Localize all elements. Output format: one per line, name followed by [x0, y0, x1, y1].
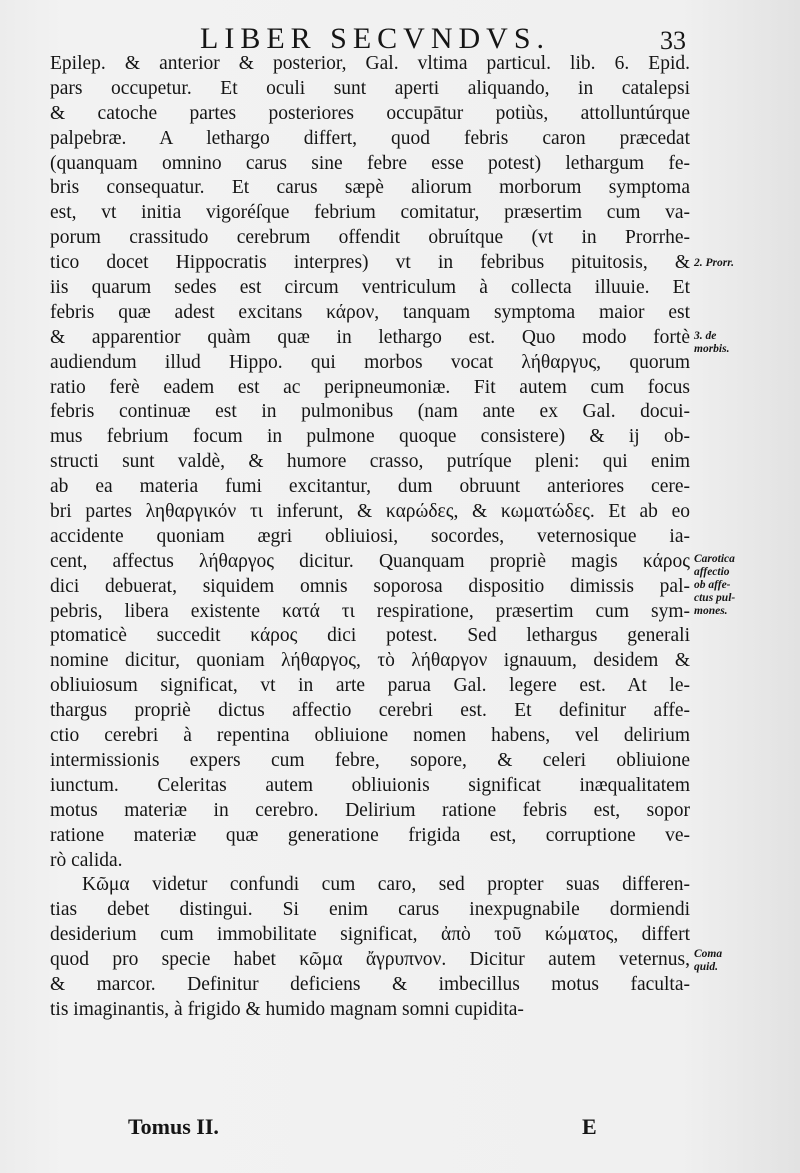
- margin-note-line: mones.: [694, 605, 728, 617]
- text-line: mus febrium focum in pulmone quoque consistere) & ij ob-: [50, 426, 690, 448]
- margin-note-line: Coma: [694, 948, 723, 960]
- margin-note-line: quid.: [694, 961, 718, 973]
- margin-note-line: affectio: [694, 566, 730, 578]
- text-line: pars occupetur. Et oculi sunt aperti aliquando, in catalepsi: [50, 77, 690, 99]
- text-line: thargus propriè dictus affectio cerebri est. Et definitur affe-: [50, 700, 690, 722]
- text-line: ptomaticè succedit κάρος dici potest. Sed lethargus generali: [50, 625, 690, 647]
- text-line: porum crassitudo cerebrum offendit obruítque (vt in Prorrhe-: [50, 227, 690, 249]
- margin-note-coma-quid: [694, 948, 722, 974]
- margin-note-line: 2. Prorr.: [694, 257, 734, 269]
- text-line: febris quæ adest excitans κάρον, tanquam symptoma maior est: [50, 301, 690, 323]
- text-line: cent, affectus λήθαργος dicitur. Quanquam propriè magis κάρος: [50, 550, 690, 572]
- page-number: 33: [660, 26, 686, 55]
- text-line: Epilep. & anterior & posterior, Gal. vltima particul. lib. 6. Epid.: [50, 53, 690, 74]
- text-line: palpebræ. A lethargo differt, quod febris caron præcedat: [50, 127, 690, 149]
- text-line: pebris, libera existente κατά τι respiratione, præsertim cum sym-: [50, 600, 690, 622]
- text-line: dici debuerat, siquidem omnis soporosa dispositio dimissis pal-: [50, 575, 690, 597]
- text-line: bri partes ληθαργικόν τι inferunt, & καρώδες, & κωματώδες. Et ab eo: [50, 501, 690, 523]
- margin-note-line: 3. de: [694, 330, 717, 342]
- text-line: febris continuæ est in pulmonibus (nam ante ex Gal. docui-: [50, 401, 690, 423]
- text-line: ctio cerebri à repentina obliuione nomen habens, vel delirium: [50, 725, 690, 747]
- margin-note-de-morbis: [694, 330, 729, 356]
- text-line: audiendum illud Hippo. qui morbos vocat λήθαργυς, quorum: [50, 351, 690, 373]
- text-line: tias debet distingui. Si enim carus inexpugnabile dormiendi: [50, 899, 690, 921]
- text-line: ab ea materia fumi excitantur, dum obruunt anteriores cere-: [50, 476, 690, 498]
- text-line: motus materiæ in cerebro. Delirium ratione febris est, sopor: [50, 799, 690, 821]
- body-text: [50, 52, 690, 1023]
- text-line: tis imaginantis, à frigido & humido magnam somni cupidita-: [50, 998, 524, 1020]
- text-line: intermissionis expers cum febre, sopore, & celeri obliuione: [50, 749, 690, 771]
- text-line: obliuiosum significat, vt in arte parua Gal. legere est. At le-: [50, 675, 690, 697]
- text-line: quod pro specie habet κῶμα ἄγρυπνον. Dicitur autem veternus,: [50, 949, 690, 971]
- text-line: rò calida.: [50, 849, 123, 871]
- margin-note-line: morbis.: [694, 343, 730, 355]
- page-footer: [0, 1112, 800, 1152]
- signature-mark: E: [582, 1114, 597, 1139]
- text-line: ratione materiæ quæ generatione frigida est, corruptione ve-: [50, 824, 690, 846]
- text-line: bris consequatur. Et carus sæpè aliorum morborum symptoma: [50, 177, 690, 199]
- margin-note-line: ctus pul-: [694, 592, 736, 604]
- margin-note-line: ob affe-: [694, 579, 731, 591]
- text-line: (quanquam omnino carus sine febre esse potest) lethargum fe-: [50, 152, 690, 174]
- text-line: desiderium cum immobilitate significat, ἀπὸ τοῦ κώματος, differt: [50, 924, 690, 946]
- text-line: ratio ferè eadem est ac peripneumoniæ. Fit autem cum focus: [50, 376, 690, 398]
- text-line: & apparentior quàm quæ in lethargo est. Quo modo fortè: [50, 326, 690, 348]
- text-line: nomine dicitur, quoniam λήθαργος, τὸ λήθαργον ignauum, desidem &: [50, 650, 690, 672]
- text-line: iunctum. Celeritas autem obliuionis significat inæqualitatem: [50, 774, 690, 796]
- text-line: & marcor. Definitur deficiens & imbecillus motus faculta-: [50, 973, 690, 995]
- text-line: tico docet Hippocratis interpres) vt in febribus pituitosis, &: [50, 252, 690, 274]
- text-line: est, vt initia vigoréſque febrium comitatur, præsertim cum va-: [50, 202, 690, 224]
- text-line: Κῶμα videtur confundi cum caro, sed propter suas differen-: [82, 874, 690, 896]
- text-line: structi sunt valdè, & humore crasso, putríque pleni: qui enim: [50, 451, 690, 473]
- margin-note-line: Carotica: [694, 553, 735, 565]
- running-head: LIBER SECVNDVS.: [200, 22, 551, 55]
- text-line: & catoche partes posteriores occupātur potiùs, attolluntúrque: [50, 102, 690, 124]
- text-line: accidente quoniam ægri obliuiosi, socordes, veternosique ia-: [50, 525, 690, 547]
- margin-note-carotica: [694, 553, 735, 618]
- margin-note-prorrhetico: [694, 257, 734, 270]
- text-line: iis quarum sedes est circum ventriculum à collecta illuuie. Et: [50, 277, 690, 299]
- volume-label: Tomus II.: [128, 1114, 219, 1139]
